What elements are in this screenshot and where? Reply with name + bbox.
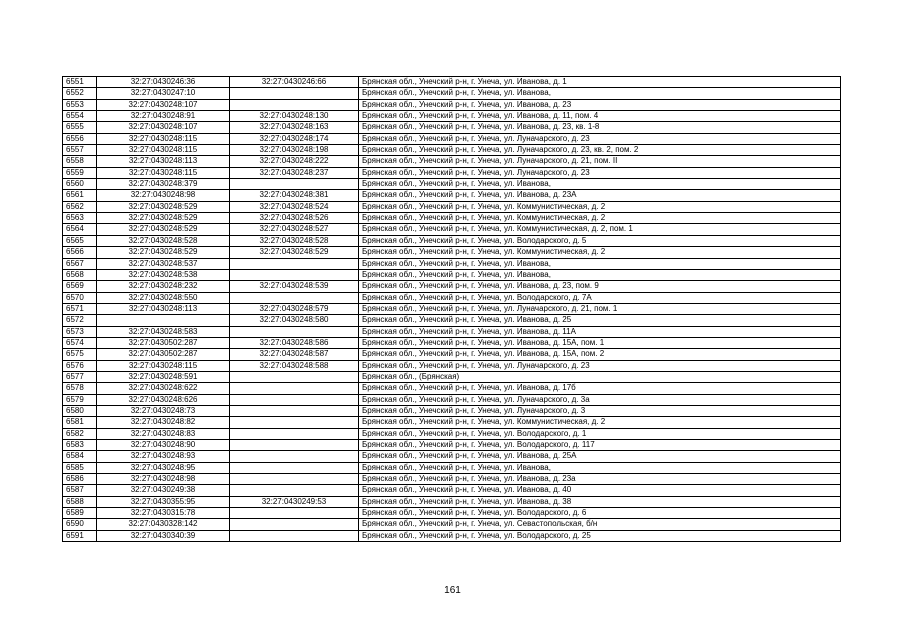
cadastral-number-cell: 32:27:0430247:10	[97, 88, 230, 99]
address-cell: Брянская обл., Унечский р-н, г. Унеча, ул. Иванова, д. 15А, пом. 1	[359, 337, 841, 348]
row-number-cell: 6584	[63, 451, 97, 462]
address-cell: Брянская обл., Унечский р-н, г. Унеча, ул. Коммунистическая, д. 2	[359, 201, 841, 212]
address-cell: Брянская обл., Унечский р-н, г. Унеча, ул. Иванова,	[359, 179, 841, 190]
row-number-cell: 6566	[63, 247, 97, 258]
row-number-cell: 6553	[63, 99, 97, 110]
object-number-cell: 32:27:0430248:529	[230, 247, 359, 258]
table-row	[63, 474, 841, 485]
table-row	[63, 99, 841, 110]
address-cell: Брянская обл., Унечский р-н, г. Унеча, ул. Луначарского, д. 23, кв. 2, пом. 2	[359, 145, 841, 156]
table-row	[63, 269, 841, 280]
table-row	[63, 145, 841, 156]
table-row	[63, 326, 841, 337]
cadastral-number-cell: 32:27:0430248:115	[97, 133, 230, 144]
registry-table	[62, 76, 841, 542]
object-number-cell	[230, 99, 359, 110]
object-number-cell	[230, 440, 359, 451]
table-row	[63, 405, 841, 416]
address-cell: Брянская обл., Унечский р-н, г. Унеча, ул. Иванова, д. 25А	[359, 451, 841, 462]
row-number-cell: 6580	[63, 405, 97, 416]
cadastral-number-cell	[97, 315, 230, 326]
row-number-cell: 6572	[63, 315, 97, 326]
object-number-cell: 32:27:0430248:524	[230, 201, 359, 212]
cadastral-number-cell: 32:27:0430248:113	[97, 303, 230, 314]
row-number-cell: 6551	[63, 77, 97, 88]
object-number-cell	[230, 326, 359, 337]
address-cell: Брянская обл., Унечский р-н, г. Унеча, ул. Коммунистическая, д. 2	[359, 247, 841, 258]
object-number-cell: 32:27:0430248:526	[230, 213, 359, 224]
registry-table-body	[63, 77, 841, 542]
table-row	[63, 360, 841, 371]
object-number-cell	[230, 530, 359, 541]
row-number-cell: 6568	[63, 269, 97, 280]
cadastral-number-cell: 32:27:0430248:537	[97, 258, 230, 269]
row-number-cell: 6560	[63, 179, 97, 190]
object-number-cell: 32:27:0430248:528	[230, 235, 359, 246]
cadastral-number-cell: 32:27:0430248:528	[97, 235, 230, 246]
cadastral-number-cell: 32:27:0430248:95	[97, 462, 230, 473]
object-number-cell	[230, 451, 359, 462]
row-number-cell: 6586	[63, 474, 97, 485]
row-number-cell: 6591	[63, 530, 97, 541]
address-cell: Брянская обл., Унечский р-н, г. Унеча, ул. Володарского, д. 117	[359, 440, 841, 451]
row-number-cell: 6552	[63, 88, 97, 99]
object-number-cell	[230, 508, 359, 519]
object-number-cell	[230, 474, 359, 485]
object-number-cell	[230, 519, 359, 530]
table-row	[63, 167, 841, 178]
address-cell: Брянская обл., Унечский р-н, г. Унеча, ул. Севастопольская, б/н	[359, 519, 841, 530]
row-number-cell: 6563	[63, 213, 97, 224]
cadastral-number-cell: 32:27:0430248:107	[97, 122, 230, 133]
table-row	[63, 337, 841, 348]
cadastral-number-cell: 32:27:0430248:626	[97, 394, 230, 405]
cadastral-number-cell: 32:27:0430248:529	[97, 224, 230, 235]
object-number-cell: 32:27:0430248:174	[230, 133, 359, 144]
table-row	[63, 315, 841, 326]
row-number-cell: 6587	[63, 485, 97, 496]
object-number-cell	[230, 428, 359, 439]
address-cell: Брянская обл., Унечский р-н, г. Унеча, ул. Володарского, д. 6	[359, 508, 841, 519]
object-number-cell	[230, 405, 359, 416]
address-cell: Брянская обл., Унечский р-н, г. Унеча, ул. Иванова, д. 17б	[359, 383, 841, 394]
table-row	[63, 530, 841, 541]
cadastral-number-cell: 32:27:0430355:95	[97, 496, 230, 507]
address-cell: Брянская обл., Унечский р-н, г. Унеча, ул. Иванова, д. 38	[359, 496, 841, 507]
cadastral-number-cell: 32:27:0430249:38	[97, 485, 230, 496]
table-row	[63, 303, 841, 314]
address-cell: Брянская обл., Унечский р-н, г. Унеча, ул. Иванова,	[359, 258, 841, 269]
cadastral-number-cell: 32:27:0430248:73	[97, 405, 230, 416]
table-row	[63, 258, 841, 269]
page-number: 161	[444, 585, 461, 596]
row-number-cell: 6578	[63, 383, 97, 394]
table-row	[63, 496, 841, 507]
object-number-cell	[230, 394, 359, 405]
object-number-cell	[230, 88, 359, 99]
table-row	[63, 213, 841, 224]
row-number-cell: 6585	[63, 462, 97, 473]
object-number-cell: 32:27:0430248:198	[230, 145, 359, 156]
object-number-cell: 32:27:0430248:222	[230, 156, 359, 167]
address-cell: Брянская обл., Унечский р-н, г. Унеча, ул. Иванова, д. 15А, пом. 2	[359, 349, 841, 360]
table-row	[63, 190, 841, 201]
table-row	[63, 122, 841, 133]
cadastral-number-cell: 32:27:0430340:39	[97, 530, 230, 541]
table-row	[63, 417, 841, 428]
row-number-cell: 6556	[63, 133, 97, 144]
cadastral-number-cell: 32:27:0430248:591	[97, 371, 230, 382]
cadastral-number-cell: 32:27:0430248:232	[97, 281, 230, 292]
row-number-cell: 6569	[63, 281, 97, 292]
cadastral-number-cell: 32:27:0430248:107	[97, 99, 230, 110]
cadastral-number-cell: 32:27:0430248:98	[97, 474, 230, 485]
object-number-cell: 32:27:0430248:527	[230, 224, 359, 235]
cadastral-number-cell: 32:27:0430248:550	[97, 292, 230, 303]
cadastral-number-cell: 32:27:0430248:91	[97, 111, 230, 122]
cadastral-number-cell: 32:27:0430248:113	[97, 156, 230, 167]
table-row	[63, 77, 841, 88]
address-cell: Брянская обл., Унечский р-н, г. Унеча, ул. Луначарского, д. 23	[359, 167, 841, 178]
row-number-cell: 6583	[63, 440, 97, 451]
object-number-cell: 32:27:0430248:579	[230, 303, 359, 314]
row-number-cell: 6554	[63, 111, 97, 122]
cadastral-number-cell: 32:27:0430248:83	[97, 428, 230, 439]
cadastral-number-cell: 32:27:0430248:115	[97, 167, 230, 178]
address-cell: Брянская обл., Унечский р-н, г. Унеча, ул. Иванова, д. 25	[359, 315, 841, 326]
address-cell: Брянская обл., Унечский р-н, г. Унеча, ул. Луначарского, д. 21, пом. 1	[359, 303, 841, 314]
object-number-cell: 32:27:0430248:580	[230, 315, 359, 326]
object-number-cell	[230, 292, 359, 303]
table-row	[63, 485, 841, 496]
row-number-cell: 6555	[63, 122, 97, 133]
row-number-cell: 6573	[63, 326, 97, 337]
cadastral-number-cell: 32:27:0430248:529	[97, 201, 230, 212]
object-number-cell	[230, 485, 359, 496]
object-number-cell: 32:27:0430249:53	[230, 496, 359, 507]
table-row	[63, 371, 841, 382]
address-cell: Брянская обл., Унечский р-н, г. Унеча, ул. Иванова, д. 23	[359, 99, 841, 110]
address-cell: Брянская обл., Унечский р-н, г. Унеча, ул. Володарского, д. 1	[359, 428, 841, 439]
address-cell: Брянская обл., (Брянская)	[359, 371, 841, 382]
row-number-cell: 6571	[63, 303, 97, 314]
address-cell: Брянская обл., Унечский р-н, г. Унеча, ул. Володарского, д. 7А	[359, 292, 841, 303]
object-number-cell	[230, 179, 359, 190]
row-number-cell: 6581	[63, 417, 97, 428]
object-number-cell: 32:27:0430248:163	[230, 122, 359, 133]
address-cell: Брянская обл., Унечский р-н, г. Унеча, ул. Коммунистическая, д. 2, пом. 1	[359, 224, 841, 235]
address-cell: Брянская обл., Унечский р-н, г. Унеча, ул. Иванова, д. 40	[359, 485, 841, 496]
address-cell: Брянская обл., Унечский р-н, г. Унеча, ул. Иванова, д. 23, пом. 9	[359, 281, 841, 292]
cadastral-number-cell: 32:27:0430315:78	[97, 508, 230, 519]
cadastral-number-cell: 32:27:0430248:115	[97, 145, 230, 156]
object-number-cell: 32:27:0430248:539	[230, 281, 359, 292]
cadastral-number-cell: 32:27:0430248:538	[97, 269, 230, 280]
cadastral-number-cell: 32:27:0430248:529	[97, 247, 230, 258]
object-number-cell	[230, 269, 359, 280]
row-number-cell: 6567	[63, 258, 97, 269]
row-number-cell: 6589	[63, 508, 97, 519]
cadastral-number-cell: 32:27:0430248:622	[97, 383, 230, 394]
table-row	[63, 235, 841, 246]
row-number-cell: 6576	[63, 360, 97, 371]
address-cell: Брянская обл., Унечский р-н, г. Унеча, ул. Луначарского, д. 23	[359, 133, 841, 144]
address-cell: Брянская обл., Унечский р-н, г. Унеча, ул. Луначарского, д. 3	[359, 405, 841, 416]
cadastral-number-cell: 32:27:0430502:287	[97, 337, 230, 348]
object-number-cell: 32:27:0430248:586	[230, 337, 359, 348]
table-row	[63, 519, 841, 530]
row-number-cell: 6570	[63, 292, 97, 303]
cadastral-number-cell: 32:27:0430246:36	[97, 77, 230, 88]
object-number-cell: 32:27:0430248:130	[230, 111, 359, 122]
object-number-cell: 32:27:0430248:588	[230, 360, 359, 371]
row-number-cell: 6579	[63, 394, 97, 405]
table-row	[63, 349, 841, 360]
object-number-cell	[230, 371, 359, 382]
object-number-cell	[230, 383, 359, 394]
row-number-cell: 6559	[63, 167, 97, 178]
address-cell: Брянская обл., Унечский р-н, г. Унеча, ул. Иванова, д. 23а	[359, 474, 841, 485]
table-row	[63, 133, 841, 144]
row-number-cell: 6590	[63, 519, 97, 530]
cadastral-number-cell: 32:27:0430248:115	[97, 360, 230, 371]
cadastral-number-cell: 32:27:0430248:90	[97, 440, 230, 451]
object-number-cell	[230, 462, 359, 473]
row-number-cell: 6577	[63, 371, 97, 382]
row-number-cell: 6564	[63, 224, 97, 235]
cadastral-number-cell: 32:27:0430248:529	[97, 213, 230, 224]
table-row	[63, 451, 841, 462]
table-row	[63, 201, 841, 212]
table-row	[63, 292, 841, 303]
table-row	[63, 383, 841, 394]
table-row	[63, 428, 841, 439]
cadastral-number-cell: 32:27:0430328:142	[97, 519, 230, 530]
address-cell: Брянская обл., Унечский р-н, г. Унеча, ул. Володарского, д. 25	[359, 530, 841, 541]
address-cell: Брянская обл., Унечский р-н, г. Унеча, ул. Коммунистическая, д. 2	[359, 417, 841, 428]
table-row	[63, 440, 841, 451]
row-number-cell: 6565	[63, 235, 97, 246]
cadastral-number-cell: 32:27:0430248:583	[97, 326, 230, 337]
cadastral-number-cell: 32:27:0430248:82	[97, 417, 230, 428]
table-row	[63, 247, 841, 258]
row-number-cell: 6557	[63, 145, 97, 156]
table-row	[63, 394, 841, 405]
table-row	[63, 224, 841, 235]
row-number-cell: 6588	[63, 496, 97, 507]
object-number-cell	[230, 258, 359, 269]
row-number-cell: 6562	[63, 201, 97, 212]
cadastral-number-cell: 32:27:0430248:379	[97, 179, 230, 190]
cadastral-number-cell: 32:27:0430248:93	[97, 451, 230, 462]
object-number-cell: 32:27:0430248:381	[230, 190, 359, 201]
address-cell: Брянская обл., Унечский р-н, г. Унеча, ул. Иванова, д. 11, пом. 4	[359, 111, 841, 122]
address-cell: Брянская обл., Унечский р-н, г. Унеча, ул. Иванова,	[359, 462, 841, 473]
address-cell: Брянская обл., Унечский р-н, г. Унеча, ул. Володарского, д. 5	[359, 235, 841, 246]
address-cell: Брянская обл., Унечский р-н, г. Унеча, ул. Луначарского, д. 21, пом. II	[359, 156, 841, 167]
address-cell: Брянская обл., Унечский р-н, г. Унеча, ул. Иванова, д. 23А	[359, 190, 841, 201]
address-cell: Брянская обл., Унечский р-н, г. Унеча, ул. Иванова, д. 11А	[359, 326, 841, 337]
row-number-cell: 6574	[63, 337, 97, 348]
object-number-cell: 32:27:0430248:237	[230, 167, 359, 178]
table-row	[63, 281, 841, 292]
row-number-cell: 6582	[63, 428, 97, 439]
row-number-cell: 6561	[63, 190, 97, 201]
table-row	[63, 88, 841, 99]
object-number-cell: 32:27:0430248:587	[230, 349, 359, 360]
address-cell: Брянская обл., Унечский р-н, г. Унеча, ул. Луначарского, д. 23	[359, 360, 841, 371]
address-cell: Брянская обл., Унечский р-н, г. Унеча, ул. Иванова,	[359, 269, 841, 280]
row-number-cell: 6575	[63, 349, 97, 360]
table-row	[63, 156, 841, 167]
cadastral-number-cell: 32:27:0430502:287	[97, 349, 230, 360]
address-cell: Брянская обл., Унечский р-н, г. Унеча, ул. Иванова, д. 23, кв. 1-8	[359, 122, 841, 133]
object-number-cell: 32:27:0430246:66	[230, 77, 359, 88]
table-row	[63, 508, 841, 519]
table-row	[63, 111, 841, 122]
table-row	[63, 179, 841, 190]
row-number-cell: 6558	[63, 156, 97, 167]
table-row	[63, 462, 841, 473]
object-number-cell	[230, 417, 359, 428]
address-cell: Брянская обл., Унечский р-н, г. Унеча, ул. Коммунистическая, д. 2	[359, 213, 841, 224]
address-cell: Брянская обл., Унечский р-н, г. Унеча, ул. Иванова,	[359, 88, 841, 99]
address-cell: Брянская обл., Унечский р-н, г. Унеча, ул. Луначарского, д. 3а	[359, 394, 841, 405]
cadastral-number-cell: 32:27:0430248:98	[97, 190, 230, 201]
address-cell: Брянская обл., Унечский р-н, г. Унеча, ул. Иванова, д. 1	[359, 77, 841, 88]
